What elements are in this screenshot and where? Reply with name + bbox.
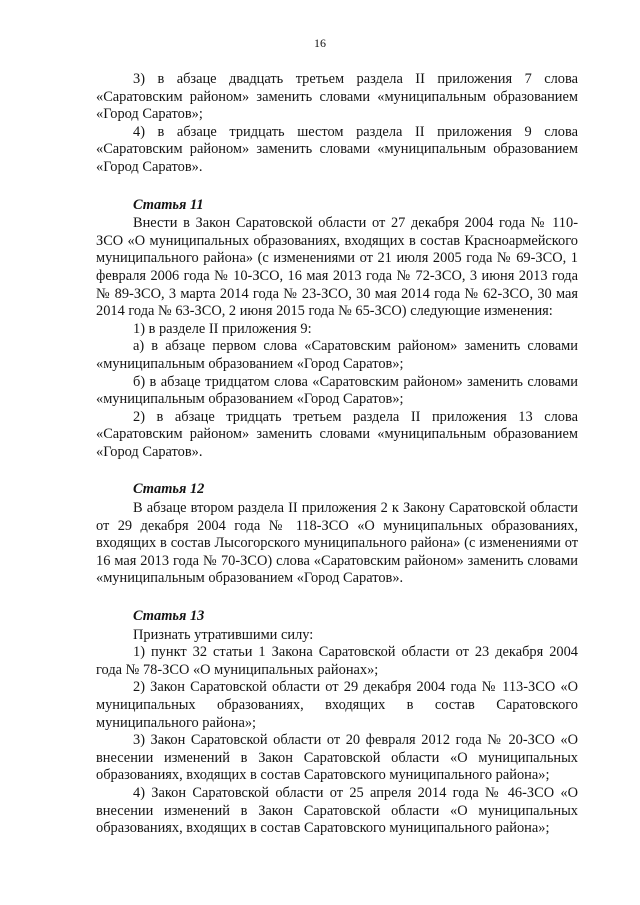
paragraph: 3) в абзаце двадцать третьем раздела II приложения 7 слова «Саратовским районом» заменить словами «муниципальным образованием «Город Саратов»; bbox=[96, 71, 578, 123]
paragraph: Внести в Закон Саратовской области от 27 декабря 2004 года № 110-ЗСО «О муниципальных образованиях, входящих в состав Красноармейского муниципального района» (с изменениями от 21 июля 2005 года № 69-ЗСО, 1 февраля 2006 года № 10-ЗСО, 16 мая 2013 года № 72-ЗСО, 3 июня 2013 года № 89-ЗСО, 3 марта 2014 года № 23-ЗСО, 30 мая 2014 года № 62-ЗСО, 30 мая 2014 года № 63-ЗСО, 2 июня 2015 года № 65-ЗСО) следующие изменения: bbox=[96, 215, 578, 320]
paragraph: 1) в разделе II приложения 9: bbox=[133, 320, 312, 337]
paragraph: а) в абзаце первом слова «Саратовским районом» заменить словами «муниципальным образованием «Город Саратов»; bbox=[96, 338, 578, 372]
paragraph: б) в абзаце тридцатом слова «Саратовским районом» заменить словами «муниципальным образованием «Город Саратов»; bbox=[96, 373, 578, 408]
paragraph: 4) Закон Саратовской области от 25 апреля 2014 года № 46-ЗСО «О внесении изменений в Закон Саратовской области «О муниципальных образованиях, входящих в состав Саратовского муниципального района»; bbox=[96, 784, 578, 837]
paragraph: Признать утратившими силу: bbox=[133, 626, 314, 643]
paragraph: 4) в абзаце тридцать шестом раздела II приложения 9 слова «Саратовским районом» заменить словами «муниципальным образованием «Город Саратов». bbox=[96, 123, 578, 175]
article-12-heading: Статья 12 bbox=[133, 481, 205, 498]
document-body bbox=[96, 71, 578, 838]
article-13-heading: Статья 13 bbox=[133, 608, 205, 625]
paragraph: 1) пункт 32 статьи 1 Закона Саратовской области от 23 декабря 2004 года № 78-ЗСО «О муниципальных районах»; bbox=[96, 644, 578, 678]
paragraph: 3) Закон Саратовской области от 20 февраля 2012 года № 20-ЗСО «О внесении изменений в Закон Саратовской области «О муниципальных образованиях, входящих в состав Саратовского муниципального района»; bbox=[96, 732, 578, 784]
paragraph: 2) в абзаце тридцать третьем раздела II приложения 13 слова «Саратовским районом» заменить словами «муниципальным образованием «Город Саратов». bbox=[96, 408, 578, 460]
paragraph: В абзаце втором раздела II приложения 2 к Закону Саратовской области от 29 декабря 2004 года № 118-ЗСО «О муниципальных образованиях, входящих в состав Лысогорского муниципального района» (с изменениями от 16 мая 2013 года № 70-ЗСО) слова «Саратовским районом» заменить словами «муниципальным образованием «Город Саратов». bbox=[96, 500, 578, 587]
page-number: 16 bbox=[314, 36, 326, 50]
article-11-heading: Статья 11 bbox=[133, 196, 204, 213]
paragraph: 2) Закон Саратовской области от 29 декабря 2004 года № 113-ЗСО «О муниципальных образованиях, входящих в состав Саратовского муниципального района»; bbox=[96, 679, 578, 731]
